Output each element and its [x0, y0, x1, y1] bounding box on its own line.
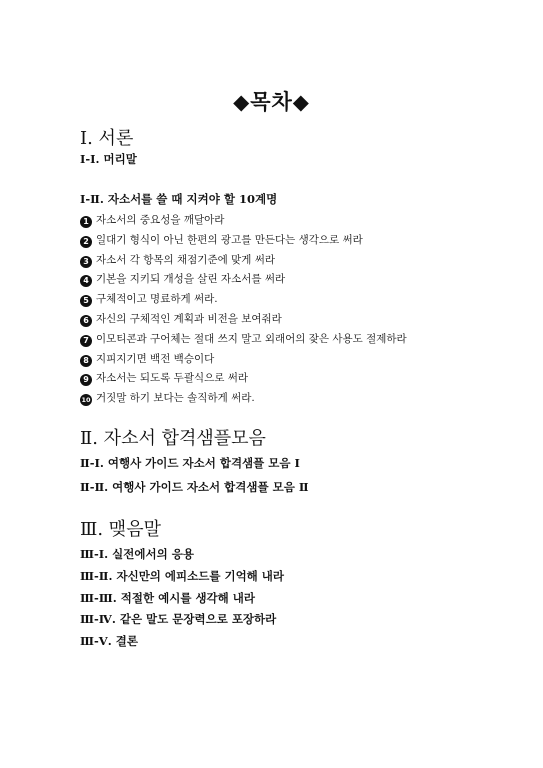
list-item-text: 이모티콘과 구어체는 절대 쓰지 말고 외래어의 잦은 사용도 절제하라 [96, 333, 407, 345]
page-title: ◆목차◆ [233, 89, 310, 114]
section-2-2-heading: Ⅱ-Ⅱ. 여행사 가이드 자소서 합격샘플 모음 Ⅱ [80, 480, 309, 494]
list-item-text: 구체적이고 명료하게 써라. [96, 293, 218, 305]
section-2-1-heading: Ⅱ-Ⅰ. 여행사 가이드 자소서 합격샘플 모음 Ⅰ [80, 456, 300, 470]
number-badge: 10 [81, 396, 91, 404]
section-3-4-heading: Ⅲ-Ⅳ. 같은 말도 문장력으로 포장하라 [80, 612, 277, 626]
section-1-2-heading: Ⅰ-Ⅱ. 자소서를 쓸 때 지켜야 할 10계명 [80, 192, 278, 206]
list-item [80, 291, 218, 307]
number-badge: 3 [80, 256, 92, 268]
list-item-text: 자소서는 되도록 두괄식으로 써라 [96, 372, 249, 384]
number-badge: 6 [80, 315, 92, 327]
number-badge: 5 [80, 295, 92, 307]
list-item-text: 지피지기면 백전 백승이다 [96, 353, 215, 365]
list-item [80, 370, 248, 386]
number-badge: 7 [80, 335, 92, 347]
list-item [80, 390, 255, 406]
section-1-1-heading: Ⅰ-Ⅰ. 머리말 [80, 152, 137, 166]
number-badge: 9 [80, 374, 92, 386]
list-item [80, 271, 285, 287]
section-3-1-heading: Ⅲ-Ⅰ. 실전에서의 응용 [80, 547, 194, 561]
list-item-text: 일대기 형식이 아닌 한편의 광고를 만든다는 생각으로 써라 [96, 234, 363, 246]
list-item [80, 351, 214, 367]
list-item-text: 자소서의 중요성을 깨달아라 [96, 214, 225, 226]
list-item [80, 232, 363, 248]
list-item-text: 기본을 지키되 개성을 살린 자소서를 써라 [96, 273, 286, 285]
list-item [80, 252, 275, 268]
section-3-5-heading: Ⅲ-Ⅴ. 결론 [80, 634, 138, 648]
list-item-text: 자신의 구체적인 계획과 비전을 보여줘라 [96, 313, 282, 325]
section-1-heading: Ⅰ. 서론 [80, 128, 134, 149]
section-3-2-heading: Ⅲ-Ⅱ. 자신만의 에피소드를 기억해 내라 [80, 569, 285, 583]
number-badge: 1 [80, 216, 92, 228]
list-item-text: 거짓말 하기 보다는 솔직하게 써라. [96, 392, 255, 404]
list-item [80, 331, 407, 347]
number-badge: 4 [80, 275, 92, 287]
number-badge: 2 [80, 236, 92, 248]
list-item-text: 자소서 각 항목의 채점기준에 맞게 써라 [96, 254, 275, 266]
section-3-heading: Ⅲ. 맺음말 [80, 519, 161, 540]
list-item [80, 311, 282, 327]
section-2-heading: Ⅱ. 자소서 합격샘플모음 [80, 428, 266, 449]
list-item [80, 212, 224, 228]
section-3-3-heading: Ⅲ-Ⅲ. 적절한 예시를 생각해 내라 [80, 591, 255, 605]
number-badge: 8 [80, 355, 92, 367]
